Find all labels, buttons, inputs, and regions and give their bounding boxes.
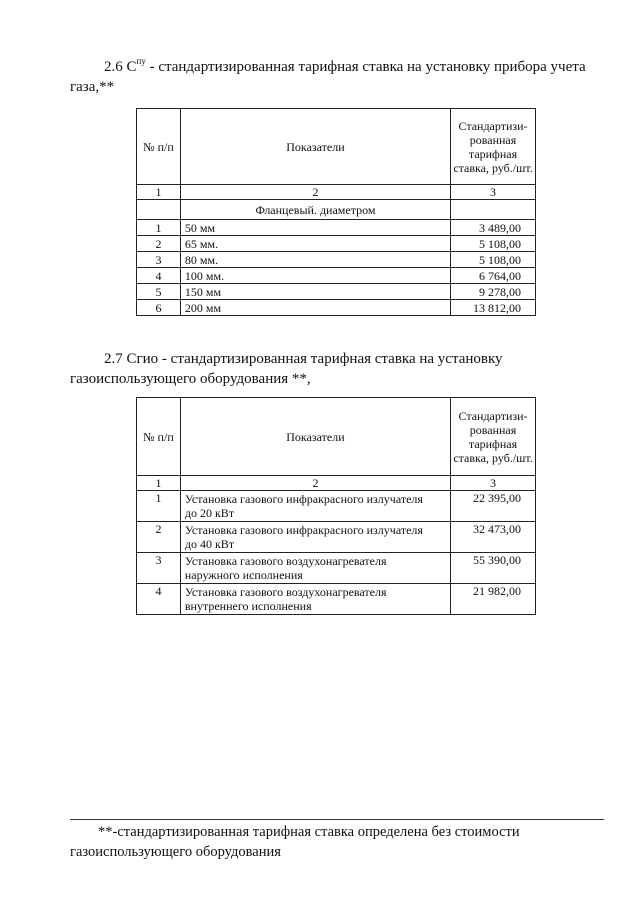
section-2-6-text-line2: газа,**	[70, 79, 115, 95]
col-number-1: 1	[137, 476, 181, 491]
header-indicator: Показатели	[180, 109, 450, 185]
footnote-separator	[70, 819, 604, 820]
table-meter-installation-rates	[136, 108, 536, 316]
table-row	[137, 236, 536, 252]
col-number-1: 1	[137, 185, 181, 200]
subheader-flange-diameter: Фланцевый. диаметром	[180, 200, 450, 220]
row-indicator: 50 мм	[180, 220, 450, 236]
footnote	[70, 822, 610, 862]
row-rate: 55 390,00	[451, 553, 536, 584]
section-2-6-symbol: пу	[136, 56, 146, 66]
section-2-6-number: 2.6 С	[104, 59, 137, 75]
table-header-row	[137, 109, 536, 185]
row-indicator: 200 мм	[180, 300, 450, 316]
row-indicator: Установка газового воздухонагревателя внутреннего исполнения	[180, 584, 450, 615]
row-num: 6	[137, 300, 181, 316]
row-rate: 9 278,00	[451, 284, 536, 300]
row-rate: 3 489,00	[451, 220, 536, 236]
footnote-line2: газоиспользующего оборудования	[70, 844, 281, 860]
row-rate: 13 812,00	[451, 300, 536, 316]
section-2-6-heading	[70, 57, 610, 97]
footnote-line1: **-стандартизированная тарифная ставка определена без стоимости	[98, 824, 520, 840]
row-num: 2	[137, 522, 181, 553]
table-row	[137, 220, 536, 236]
table-subheader-row	[137, 200, 536, 220]
row-indicator: Установка газового инфракрасного излучателя до 40 кВт	[180, 522, 450, 553]
row-rate: 5 108,00	[451, 236, 536, 252]
column-number-row	[137, 185, 536, 200]
table-row	[137, 284, 536, 300]
row-indicator: 80 мм.	[180, 252, 450, 268]
table-row	[137, 522, 536, 553]
table-row	[137, 300, 536, 316]
header-rate: Стандартизи-рованная тарифная ставка, руб./шт.	[451, 398, 536, 476]
row-num: 3	[137, 553, 181, 584]
column-number-row	[137, 476, 536, 491]
row-rate: 22 395,00	[451, 491, 536, 522]
row-num: 1	[137, 220, 181, 236]
row-num: 4	[137, 584, 181, 615]
row-indicator: Установка газового инфракрасного излучателя до 20 кВт	[180, 491, 450, 522]
row-rate: 21 982,00	[451, 584, 536, 615]
table-row	[137, 553, 536, 584]
row-indicator: 150 мм	[180, 284, 450, 300]
header-indicator: Показатели	[180, 398, 450, 476]
table-header-row	[137, 398, 536, 476]
header-num: № п/п	[137, 398, 181, 476]
col-number-3: 3	[451, 185, 536, 200]
table-row	[137, 491, 536, 522]
section-2-7-heading	[70, 349, 610, 389]
section-2-7-text-line2: газоиспользующего оборудования **,	[70, 371, 311, 387]
row-num: 3	[137, 252, 181, 268]
header-rate: Стандартизи-рованная тарифная ставка, руб./шт.	[451, 109, 536, 185]
col-number-2: 2	[180, 185, 450, 200]
row-rate: 32 473,00	[451, 522, 536, 553]
row-num: 4	[137, 268, 181, 284]
row-num: 1	[137, 491, 181, 522]
section-2-7-text-line1: 2.7 Сгио - стандартизированная тарифная ставка на установку	[104, 351, 503, 367]
row-num: 2	[137, 236, 181, 252]
table-equipment-installation-rates	[136, 397, 536, 615]
row-indicator: Установка газового воздухонагревателя наружного исполнения	[180, 553, 450, 584]
section-2-6-text-line1: - стандартизированная тарифная ставка на установку прибора учета	[145, 59, 586, 75]
col-number-2: 2	[180, 476, 450, 491]
col-number-3: 3	[451, 476, 536, 491]
row-num: 5	[137, 284, 181, 300]
table-row	[137, 268, 536, 284]
table-row	[137, 584, 536, 615]
row-indicator: 100 мм.	[180, 268, 450, 284]
table-row	[137, 252, 536, 268]
header-num: № п/п	[137, 109, 181, 185]
row-rate: 6 764,00	[451, 268, 536, 284]
row-indicator: 65 мм.	[180, 236, 450, 252]
row-rate: 5 108,00	[451, 252, 536, 268]
